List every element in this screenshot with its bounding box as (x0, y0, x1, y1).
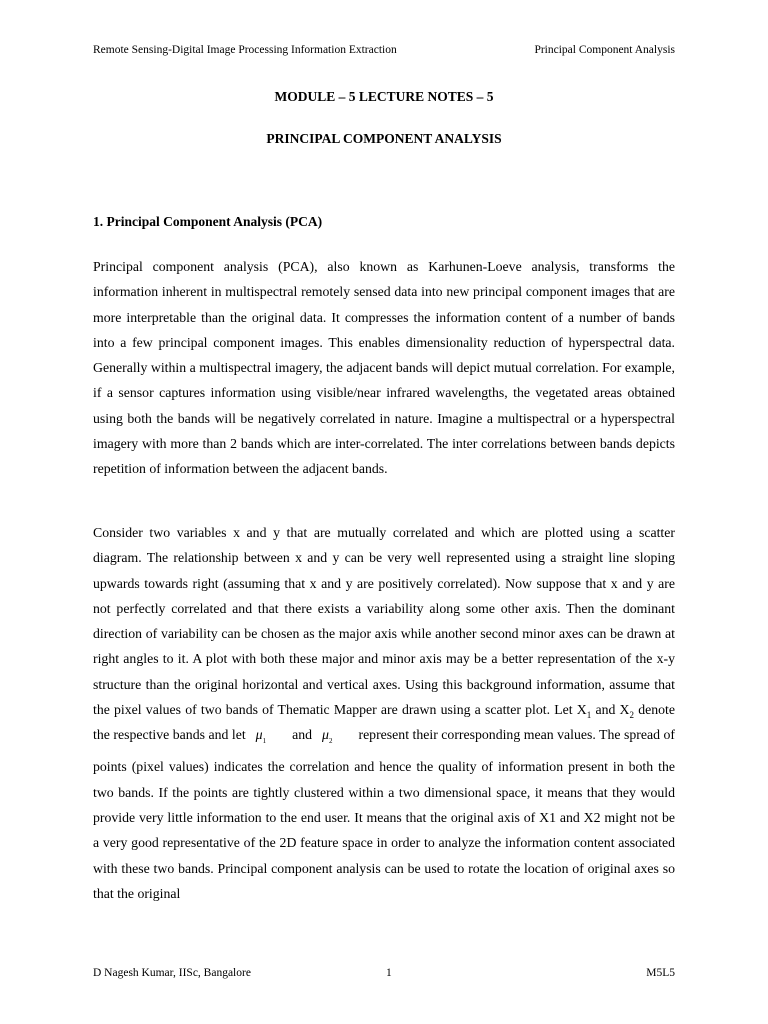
section-heading: 1. Principal Component Analysis (PCA) (93, 214, 323, 229)
footer-author: D Nagesh Kumar, IISc, Bangalore (93, 967, 251, 979)
page-number: 1 (386, 967, 392, 979)
header-topic-title: Principal Component Analysis (534, 44, 675, 56)
paragraph-text-and: and X (591, 702, 630, 718)
x1-subscript: 1 (586, 709, 592, 720)
header-course-title: Remote Sensing-Digital Image Processing Information Extraction (93, 44, 397, 56)
module-title: MODULE – 5 LECTURE NOTES – 5 (274, 89, 494, 104)
paragraph-text-part3: represent their corresponding mean values. The spread of points (pixel values) indicates the correlation and hence the quality of information present in both the two bands. If the points are tightly clustered within a two dimensional space, it means that they would provide very little information to the end user. It means that the original axis of X1 and X2 might not be a very good representative of the 2D feature space in order to analyze the information content associated with these two bands. Principal component analysis can be used to rotate the location of original axes so that the original (93, 727, 675, 901)
footer-code: M5L5 (646, 967, 675, 979)
paragraph-text-part1: Consider two variables x and y that are mutually correlated and which are plotted using a scatter diagram. The relationship between x and y can be very well represented using a straight line sloping upwards towards right (assuming that x and y are positively correlated). Now suppose that x and y are not perfectly correlated and that there exists a variability along some other axis. Then the dominant direction of variability can be chosen as the major axis while another second minor axes can be drawn at right angles to it. A plot with both these major and minor axis may be a better representation of the x-y structure than the original horizontal and vertical axes. Using this background information, assume that the pixel values of two bands of Thematic Mapper are drawn using a scatter plot. Let X (93, 525, 675, 718)
mu2-symbol: $\mu_2$ (322, 727, 333, 746)
paragraph-scatter-explanation (93, 520, 675, 906)
paragraph-intro: Principal component analysis (PCA), also known as Karhunen-Loeve analysis, transforms the information inherent in multispectral remotely sensed data into new principal component images that are more interpretable than the original data. It compresses the information content of a number of bands into a few principal component images. This enables dimensionality reduction of hyperspectral data. Generally within a multispectral imagery, the adjacent bands will depict mutual correlation. For example, if a sensor captures information using visible/near infrared wavelengths, the vegetated areas obtained using both the bands will be negatively correlated in nature. Imagine a multispectral or a hyperspectral imagery with more than 2 bands which are inter-correlated. The inter correlations between bands depicts repetition of information between the adjacent bands. (93, 259, 675, 477)
x2-subscript: 2 (629, 709, 635, 720)
page-header (93, 42, 675, 58)
lecture-title: PRINCIPAL COMPONENT ANALYSIS (266, 131, 502, 146)
mu1-symbol: $\mu_1$ (255, 727, 267, 746)
paragraph-text-and2: and (292, 727, 313, 743)
paragraph-text-part2: denote the respective bands and let (93, 702, 675, 743)
